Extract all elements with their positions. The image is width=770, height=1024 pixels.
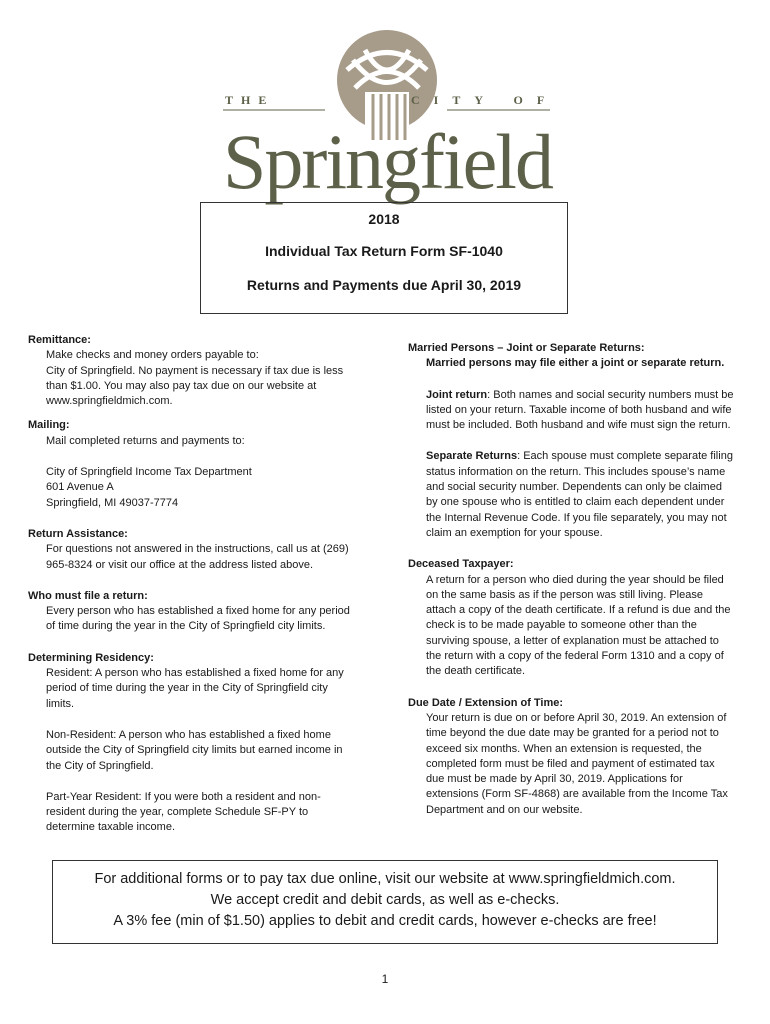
- tax-year: 2018: [368, 211, 400, 227]
- assistance-heading: Return Assistance:: [28, 527, 128, 540]
- text-line: Your return is due on or before April 30, 2019. An extension of: [426, 711, 727, 724]
- address-line: Springfield, MI 49037-7774: [46, 496, 179, 509]
- text-line: due must be made by April 30, 2019. Applications for: [426, 773, 683, 786]
- mailing-text: [28, 434, 368, 511]
- text-line: check is to be made payable to someone other than the: [426, 619, 697, 632]
- deceased-text: [408, 573, 748, 680]
- text-line: the Internal Revenue Code. If you file separately, you may not: [426, 511, 727, 524]
- married-heading: Married Persons – Joint or Separate Returns:: [408, 342, 645, 354]
- text-line: the death certificate.: [426, 665, 526, 678]
- text-line: : Both names and social security numbers must be: [487, 388, 734, 401]
- text-line: attach a copy of the death certificate. If a refund is due and the: [426, 604, 731, 617]
- text-line: extensions (Form SF-4868) are available from the Income Tax: [426, 788, 728, 801]
- text-line: listed on your return. Taxable income of both husband and wife: [426, 403, 732, 416]
- page-number: 1: [381, 972, 389, 986]
- footer-payment-line: We accept credit and debit cards, as well as e-checks.: [210, 892, 560, 908]
- due-date-title: Returns and Payments due April 30, 2019: [246, 277, 522, 293]
- text-line: than $1.00. You may also pay tax due on our website at: [46, 379, 317, 392]
- remittance-heading: Remittance:: [28, 334, 91, 346]
- text-line: resident during the year, complete Schedule SF-PY to: [46, 806, 309, 819]
- right-column: [408, 341, 748, 818]
- footer-fee-line: A 3% fee (min of $1.50) applies to debit and credit cards, however e-checks are free!: [113, 913, 657, 929]
- text-line: : Each spouse must complete separate filing: [517, 450, 733, 463]
- text-line: outside the City of Springfield city limits but earned income in: [46, 744, 343, 757]
- address-line: City of Springfield Income Tax Department: [46, 466, 252, 479]
- text-line: claim an exemption for your spouse.: [426, 526, 603, 539]
- due-date-heading: Due Date / Extension of Time:: [408, 696, 564, 709]
- text-line: A return for a person who died during the year should be filed: [426, 573, 724, 586]
- text-line: the City of Springfield.: [46, 759, 154, 772]
- text-line: and social security number. Dependents can only be claimed: [426, 481, 722, 494]
- text-line: status information on the return. This includes spouse’s name: [426, 465, 726, 478]
- logo-the: THE: [225, 93, 275, 107]
- text-line: surviving spouse, a letter of explanation must be attached to: [426, 634, 719, 647]
- footer-website-line: For additional forms or to pay tax due online, visit our website at www.springfieldmich.com.: [94, 871, 676, 887]
- text-line: period of time during the year in the City of Springfield city: [46, 682, 328, 695]
- text-line: on the same basis as if the person was still living. Please: [426, 588, 703, 601]
- residency-heading: Determining Residency:: [28, 651, 154, 664]
- married-subheading: Married persons may file either a joint or separate return.: [426, 357, 725, 370]
- residency-text: [28, 666, 368, 836]
- text-line: must be included. Both husband and wife must sign the return.: [426, 419, 731, 432]
- joint-return-line: [426, 388, 748, 403]
- form-title: Individual Tax Return Form SF-1040: [265, 243, 503, 259]
- text-line: www.springfieldmich.com.: [46, 395, 173, 408]
- married-text: [408, 356, 748, 541]
- footer-box: [52, 860, 718, 944]
- title-box: [200, 202, 568, 314]
- text-line: Every person who has established a fixed home for any period: [46, 605, 350, 618]
- text-line: limits.: [46, 697, 75, 710]
- separate-returns-label: Separate Returns: [426, 450, 518, 463]
- text-line: City of Springfield. No payment is necessary if tax due is less: [46, 364, 344, 377]
- mailing-heading: Mailing:: [28, 419, 70, 432]
- text-line: the return with a copy of the federal Form 1310 and a copy of: [426, 650, 724, 663]
- text-line: completed form must be filed and payment of estimated tax: [426, 757, 715, 770]
- text-line: For questions not answered in the instructions, call us at (269): [46, 543, 349, 556]
- assistance-text: [28, 542, 368, 573]
- deceased-heading: Deceased Taxpayer:: [408, 558, 514, 571]
- joint-return-label: Joint return: [426, 388, 488, 401]
- text-line: exceed six months. When an extension is requested, the: [426, 742, 702, 755]
- text-line: determine taxable income.: [46, 821, 176, 834]
- separate-returns-line: [426, 449, 748, 464]
- who-must-file-text: [28, 604, 368, 635]
- due-date-text: [408, 711, 748, 818]
- text-line: Department and on our website.: [426, 803, 583, 816]
- remittance-text: [28, 348, 368, 409]
- text-line: time beyond the due date may be granted for a period not to: [426, 727, 719, 740]
- who-must-file-heading: Who must file a return:: [28, 589, 148, 602]
- text-line: Part-Year Resident: If you were both a resident and non-: [46, 790, 321, 803]
- logo-city-of: CITY OF: [411, 93, 559, 107]
- left-column: [28, 333, 368, 836]
- text-line: of time during the year in the City of Springfield city limits.: [46, 620, 326, 633]
- text-line: Resident: A person who has established a fixed home for any: [46, 667, 344, 680]
- text-line: by one spouse who is entitled to claim each dependent under: [426, 496, 725, 509]
- text-line: Mail completed returns and payments to:: [46, 434, 245, 447]
- logo-wordmark: Springfield: [223, 118, 552, 205]
- text-line: 965-8324 or visit our office at the address listed above.: [46, 558, 314, 571]
- city-logo: [215, 30, 559, 205]
- text-line: Non-Resident: A person who has established a fixed home: [46, 728, 331, 741]
- address-line: 601 Avenue A: [46, 481, 114, 494]
- text-line: Make checks and money orders payable to:: [46, 349, 259, 362]
